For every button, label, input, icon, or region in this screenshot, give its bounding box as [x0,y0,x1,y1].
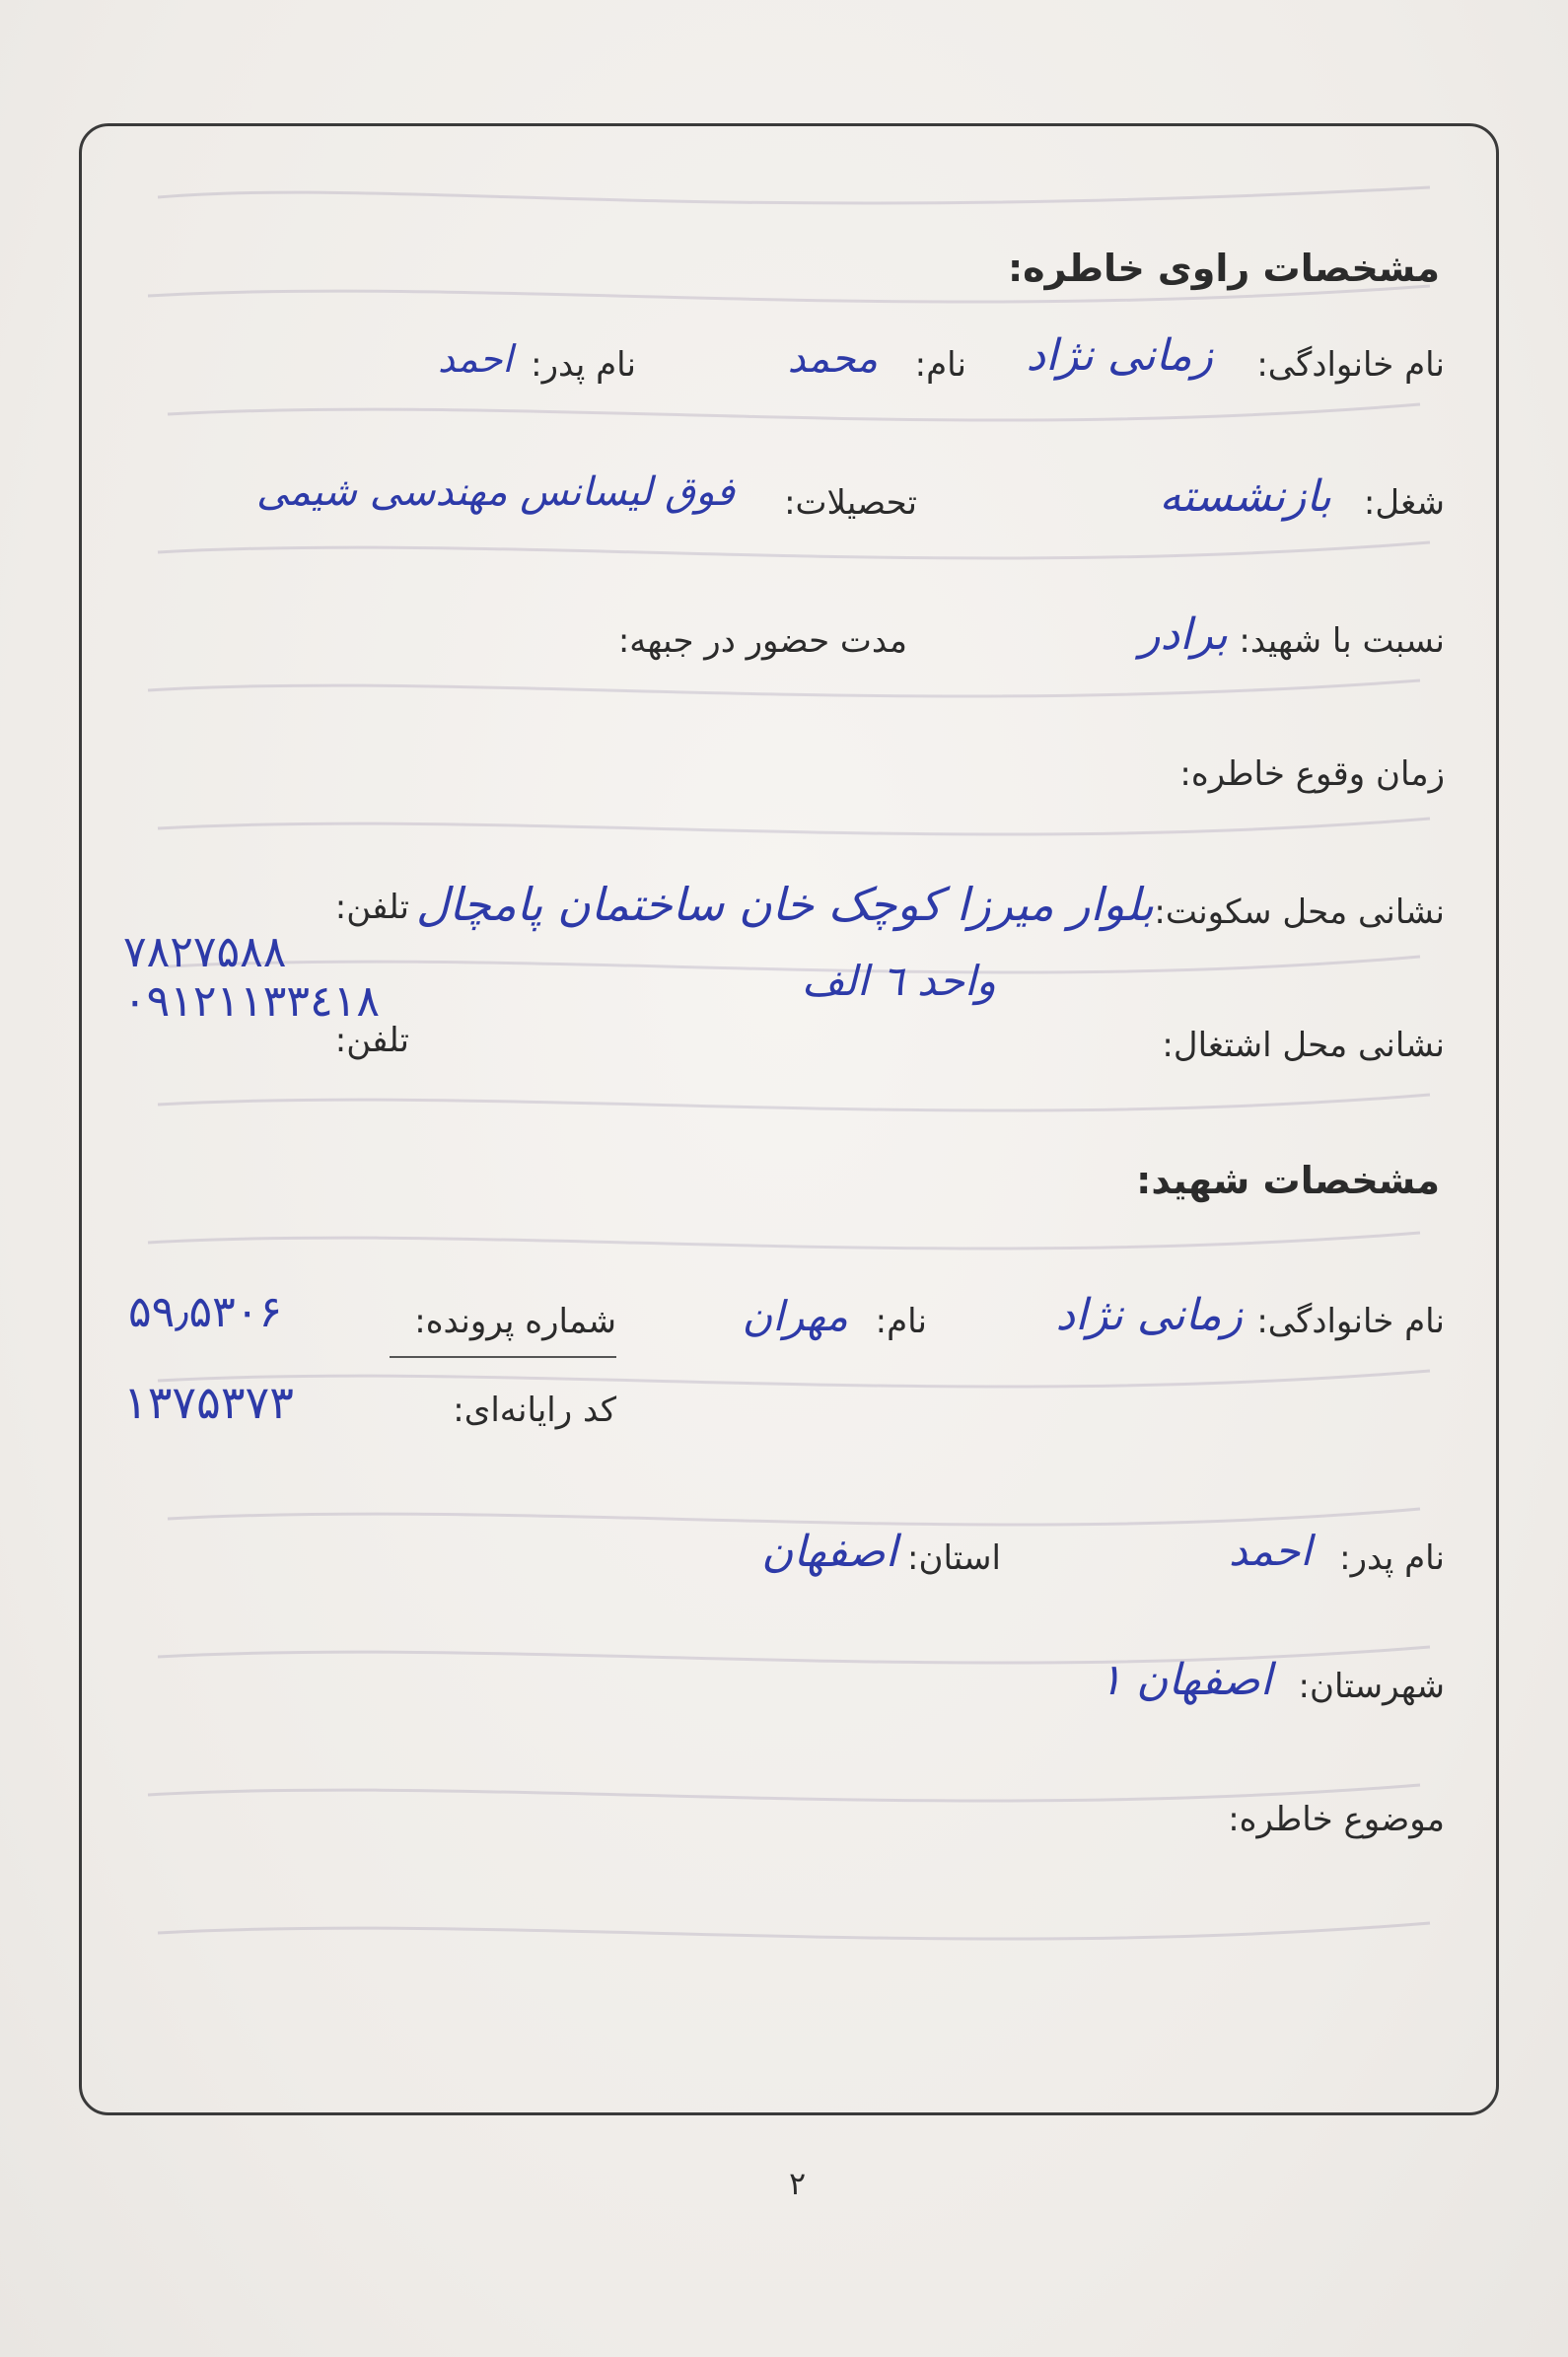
martyr-file-label: شماره پرونده: [414,1302,616,1341]
martyr-heading: مشخصات شهید: [1136,1159,1440,1202]
martyr-city-value: اصفهان ۱ [1099,1655,1272,1705]
narrator-family-value: زمانی نژاد [1026,330,1213,381]
narrator-address-label: نشانی محل سکونت: [1154,893,1445,932]
narrator-front-label: مدت حضور در جبهه: [617,621,907,661]
martyr-province-label: استان: [907,1538,1001,1578]
narrator-relation-label: نسبت با شهید: [1239,621,1445,661]
narrator-education-label: تحصیلات: [784,483,917,523]
narrator-job-value: بازنشسته [1159,471,1331,522]
narrator-father-label: نام پدر: [531,345,636,385]
martyr-family-label: نام خانوادگی: [1256,1302,1445,1341]
martyr-file-underline [390,1356,616,1358]
martyr-name-label: نام: [875,1302,927,1341]
martyr-file-value: ۵۹٫۵۳۰۶ [128,1287,283,1337]
martyr-province-value: اصفهان [761,1527,897,1577]
narrator-name-value: محمد [787,336,878,382]
narrator-name-label: نام: [914,345,966,385]
martyr-city-label: شهرستان: [1298,1667,1445,1706]
narrator-work-phone-label: تلفن: [334,1021,409,1060]
page-number: ۲ [789,2165,807,2202]
narrator-phone-value-2: ۰۹۱۲۱۱۳۳٤۱۸ [123,976,380,1027]
narrator-address-value-line1: بلوار میرزا کوچک خان ساختمان پامچال [415,878,1154,931]
narrator-work-address-label: نشانی محل اشتغال: [1162,1026,1445,1065]
narrator-time-label: زمان وقوع خاطره: [1179,754,1445,794]
martyr-father-value: احمد [1229,1527,1312,1575]
martyr-code-label: کد رایانه‌ای: [453,1391,616,1430]
narrator-relation-value: برادر [1139,609,1228,660]
martyr-name-value: مهران [742,1292,848,1340]
martyr-code-value: ۱۳۷۵۳۷۳ [123,1376,294,1429]
narrator-phone-value-1: ۷۸۲۷۵۸۸ [123,927,287,977]
narrator-father-value: احمد [438,337,513,381]
narrator-education-value: فوق لیسانس مهندسی شیمی [255,469,735,515]
martyr-subject-label: موضوع خاطره: [1228,1800,1445,1839]
narrator-address-value-line2: واحد ٦ الف [801,957,996,1005]
narrator-family-label: نام خانوادگی: [1256,345,1445,385]
narrator-phone-label: تلفن: [334,888,409,927]
martyr-father-label: نام پدر: [1339,1538,1445,1578]
narrator-heading: مشخصات راوی خاطره: [1007,247,1440,290]
narrator-job-label: شغل: [1363,483,1445,523]
martyr-family-value: زمانی نژاد [1055,1290,1243,1340]
